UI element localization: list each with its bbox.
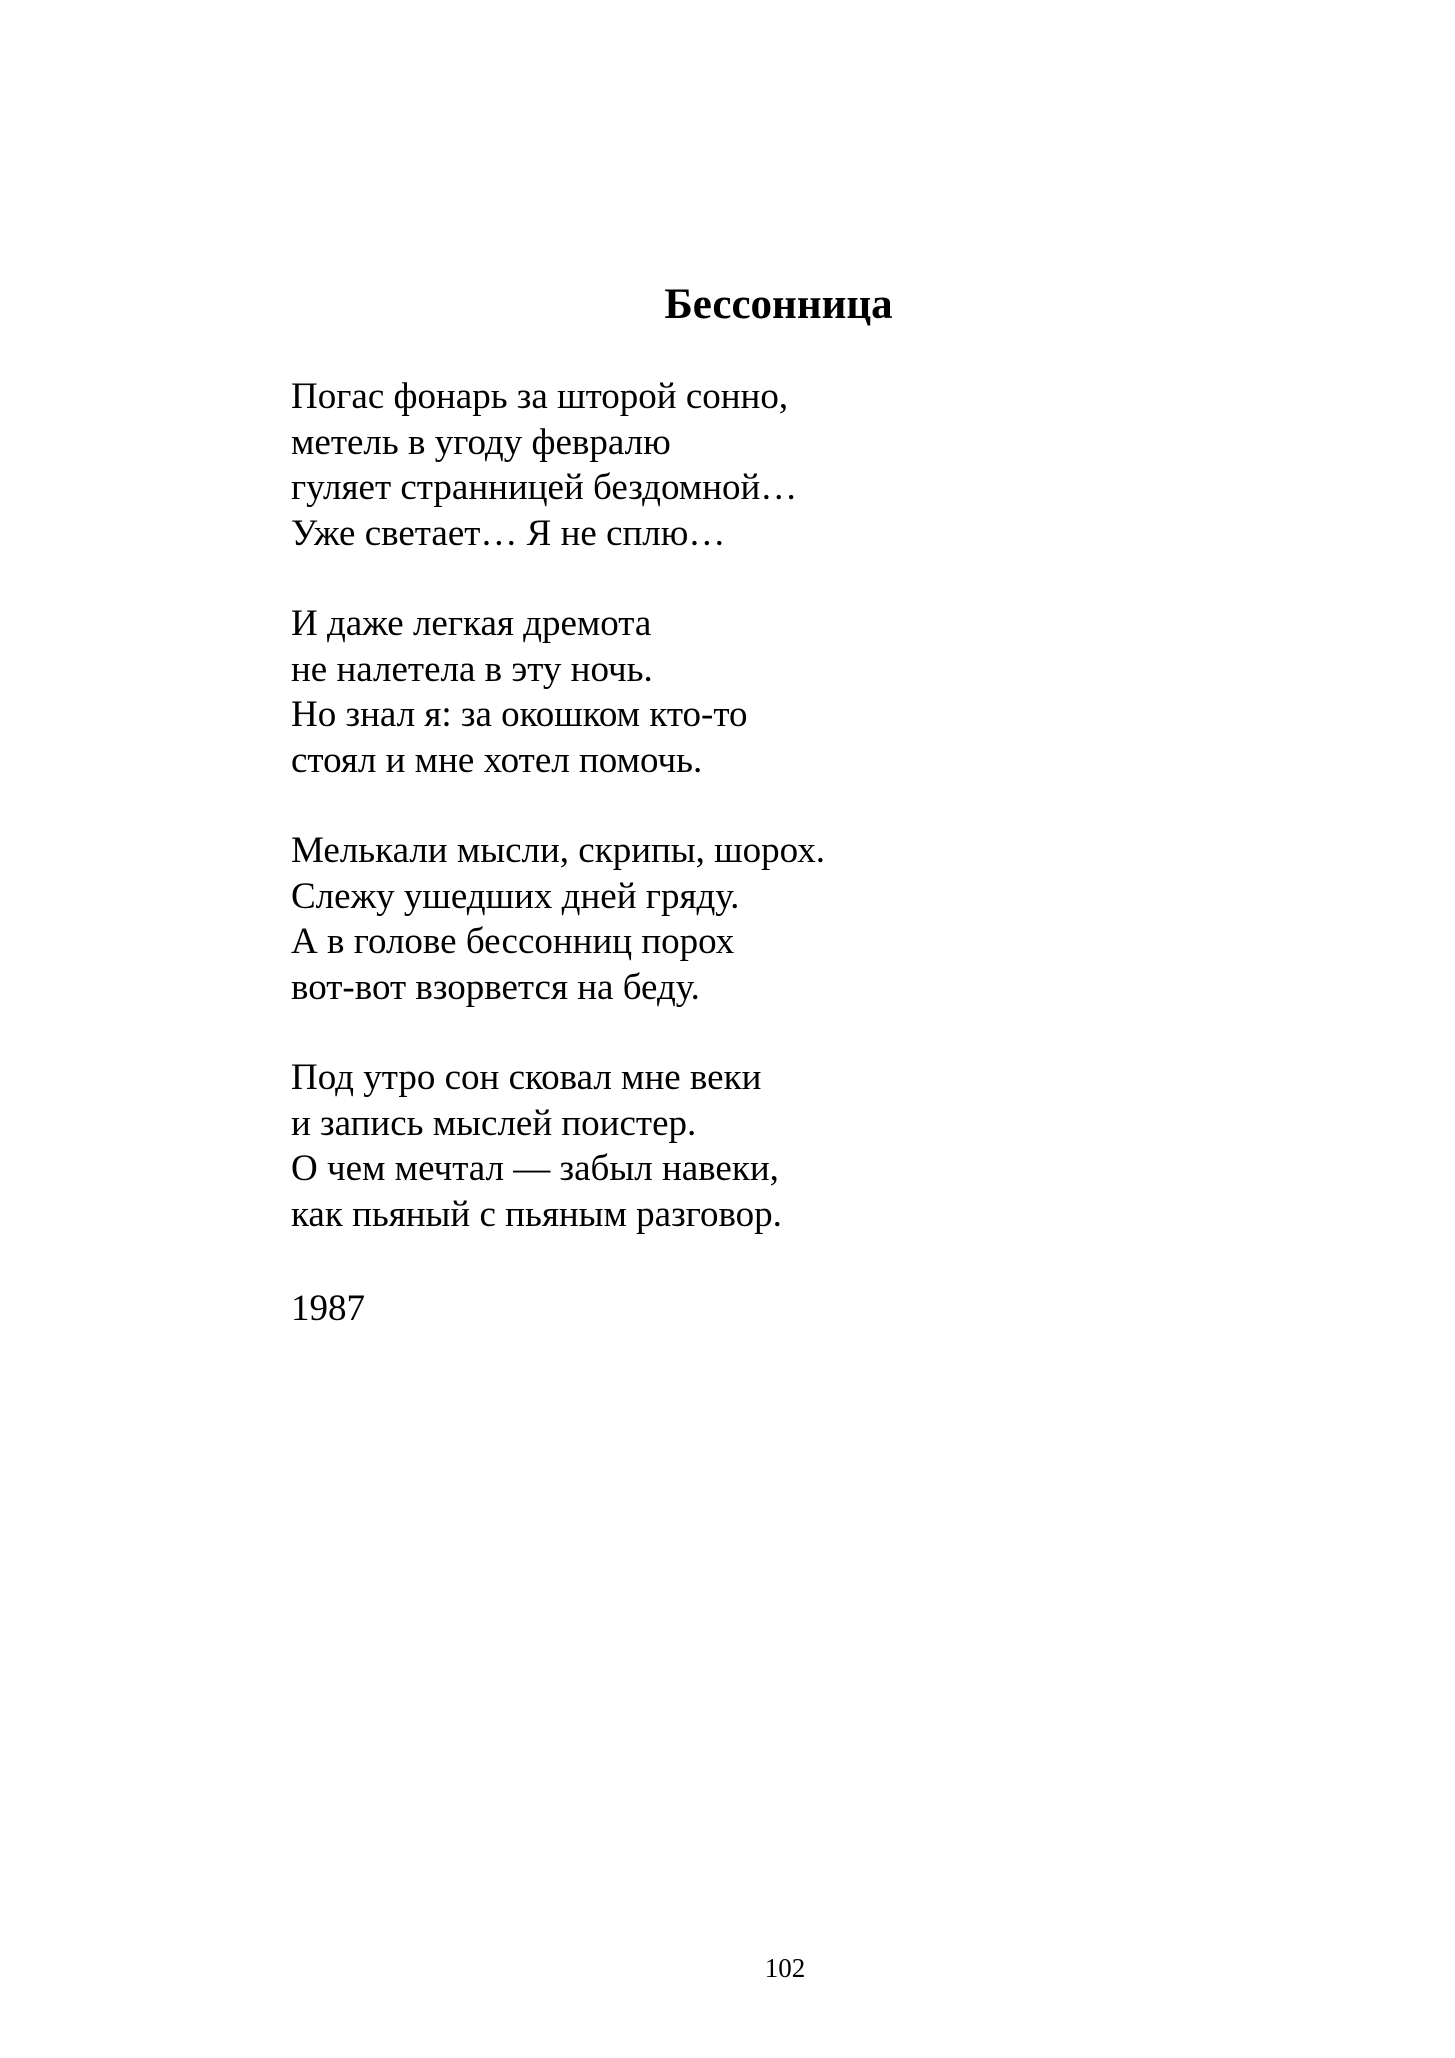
poem-line: стоял и мне хотел помочь. xyxy=(291,739,703,781)
stanza xyxy=(291,828,1191,1010)
poem-line: А в голове бессонниц порох xyxy=(291,921,735,962)
poem-line: и запись мыслей поистер. xyxy=(291,1102,697,1144)
poem-line: метель в угоду февралю xyxy=(291,421,671,463)
poem-title: Бессонница xyxy=(664,281,893,328)
poem-line: Мелькали мысли, скрипы, шорох. xyxy=(291,830,825,871)
poem-line: Но знал я: за окошком кто-то xyxy=(291,694,748,735)
poem-line: вот-вот взорвется на беду. xyxy=(291,966,700,1008)
page-number: 102 xyxy=(764,1953,806,1983)
poem-line: О чем мечтал — забыл навеки, xyxy=(291,1148,779,1189)
poem-line: Уже светает… Я не сплю… xyxy=(291,512,726,554)
poem-line: как пьяный с пьяным разговор. xyxy=(291,1193,782,1235)
poem-body xyxy=(291,374,1191,1282)
stanza xyxy=(291,1055,1191,1237)
poem-line: Под утро сон сковал мне веки xyxy=(291,1057,762,1098)
poem-line: И даже легкая дремота xyxy=(291,603,652,644)
poem-line: не налетела в эту ночь. xyxy=(291,648,653,690)
poem-line: Слежу ушедших дней гряду. xyxy=(291,875,740,917)
stanza xyxy=(291,374,1191,556)
poem-year: 1987 xyxy=(291,1288,365,1329)
poem-line: Погас фонарь за шторой сонно, xyxy=(291,376,789,417)
poem-line: гуляет странницей бездомной… xyxy=(291,467,798,508)
stanza xyxy=(291,601,1191,783)
